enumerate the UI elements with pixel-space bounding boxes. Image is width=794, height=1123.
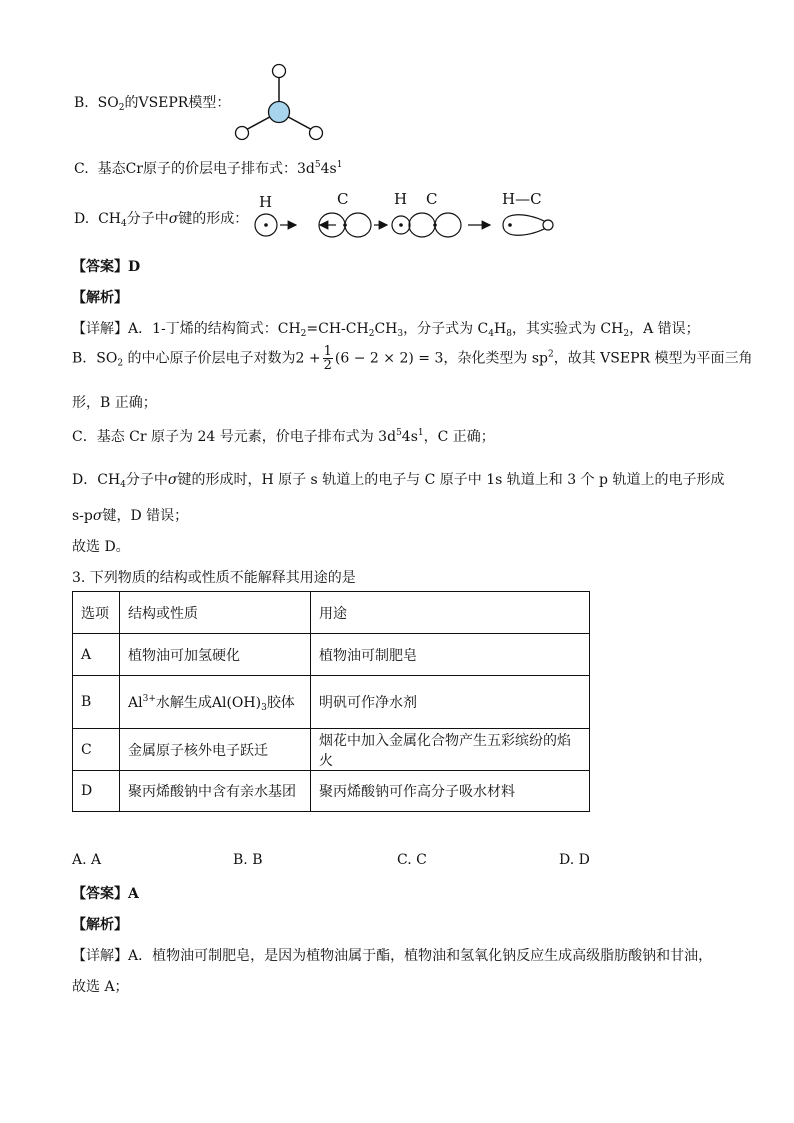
fraction: $\frac{1}{2}$ bbox=[323, 344, 332, 373]
detail-line-b2: 形，B 正确； bbox=[72, 395, 157, 411]
table-row bbox=[73, 676, 590, 729]
bond-small-lobe bbox=[543, 220, 553, 230]
table-cell: 金属原子核外电子跃迁 bbox=[120, 729, 311, 771]
so2-vsepr-model-diagram bbox=[230, 60, 330, 144]
label-h2: H bbox=[394, 190, 408, 208]
detail3-line1: 【详解】A．植物油可制肥皂，是因为植物油属于酯，植物油和氢氧化钠反应生成高级脂肪酸钠和甘油， bbox=[72, 948, 713, 964]
table-cell: C bbox=[73, 729, 120, 771]
table-cell: 植物油可加氢硬化 bbox=[120, 634, 311, 676]
label-c2: C bbox=[426, 190, 438, 208]
table-cell: D bbox=[73, 771, 120, 812]
option-b: B. $SO_2$的VSEPR模型： bbox=[74, 95, 231, 113]
table-cell: 聚丙烯酸钠可作高分子吸水材料 bbox=[311, 771, 590, 812]
analysis-label: 【解析】 bbox=[72, 290, 128, 306]
h-nucleus bbox=[264, 223, 268, 227]
option-d: D. $CH_4$分子中σ键的形成： bbox=[74, 211, 249, 229]
label-h1: H bbox=[259, 193, 273, 211]
table-header-row bbox=[73, 592, 590, 634]
choice-a: A. A bbox=[72, 852, 102, 868]
table-cell: 烟花中加入金属化合物产生五彩缤纷的焰火 bbox=[311, 729, 590, 771]
table-header: 用途 bbox=[311, 592, 590, 634]
choice-c: C. C bbox=[397, 852, 427, 868]
question-3: 3. 下列物质的结构或性质不能解释其用途的是 bbox=[72, 570, 356, 586]
detail-line-b: B．$SO_2$ 的中心原子价层电子对数为2 + $\frac{1}{2}$ (6 − 2 × 2) = 3，杂化类型为 $sp^2$，故其 VSEPR 模型为平面三角 bbox=[72, 344, 753, 373]
label-hc: H—C bbox=[502, 190, 542, 208]
c-p-lobe-right bbox=[345, 213, 371, 237]
table-cell: 聚丙烯酸钠中含有亲水基团 bbox=[120, 771, 311, 812]
table-cell: 植物油可制肥皂 bbox=[311, 634, 590, 676]
c-nucleus-2 bbox=[433, 223, 437, 227]
c-nucleus bbox=[343, 223, 347, 227]
label-c1: C bbox=[337, 190, 349, 208]
ligand-left bbox=[236, 127, 249, 140]
detail3-line2: 故选 A； bbox=[72, 979, 129, 995]
detail-line-a: 【详解】A．1-丁烯的结构简式：$CH_2=CH-CH_2CH_3$，分子式为 $C_4H_8$，其实验式为 $CH_2$，A 错误； bbox=[72, 321, 700, 339]
c-p-lobe-left-2 bbox=[409, 213, 435, 237]
detail-line-d: D．$CH_4$分子中σ键的形成时，H 原子 s 轨道上的电子与 C 原子中 1s 轨道上和 3 个 p 轨道上的电子形成 bbox=[72, 472, 725, 490]
c-p-lobe-right-2 bbox=[435, 213, 461, 237]
table-cell: 明矾可作净水剂 bbox=[311, 676, 590, 729]
table-header: 选项 bbox=[73, 592, 120, 634]
table-row bbox=[73, 771, 590, 812]
h-nucleus-2 bbox=[399, 223, 403, 227]
conclusion-line: 故选 D。 bbox=[72, 539, 130, 555]
sigma-bond-formation-diagram bbox=[248, 205, 560, 245]
detail-line-d2: s-pσ键，D 错误； bbox=[72, 508, 189, 524]
table-row bbox=[73, 634, 590, 676]
choice-b: B. B bbox=[233, 852, 263, 868]
table-row bbox=[73, 729, 590, 771]
answer-line: 【答案】D bbox=[72, 259, 141, 275]
analysis-label-3: 【解析】 bbox=[72, 917, 128, 933]
table-cell: B bbox=[73, 676, 120, 729]
answer-line-3: 【答案】A bbox=[72, 886, 139, 902]
central-atom bbox=[269, 102, 290, 123]
detail-line-c: C．基态 Cr 原子为 24 号元素，价电子排布式为 $3d^54s^1$，C 正确； bbox=[72, 428, 495, 445]
table-header: 结构或性质 bbox=[120, 592, 311, 634]
question-3-table bbox=[72, 591, 590, 812]
table-cell: A bbox=[73, 634, 120, 676]
choice-d: D. D bbox=[559, 852, 590, 868]
table-cell: $Al^{3+}$水解生成$Al(OH)_3$胶体 bbox=[120, 676, 311, 729]
bond-nucleus-h bbox=[508, 223, 512, 227]
option-c: C. 基态Cr原子的价层电子排布式：$3d^54s^1$ bbox=[74, 160, 343, 177]
ligand-top bbox=[273, 65, 286, 78]
ligand-right bbox=[310, 127, 323, 140]
